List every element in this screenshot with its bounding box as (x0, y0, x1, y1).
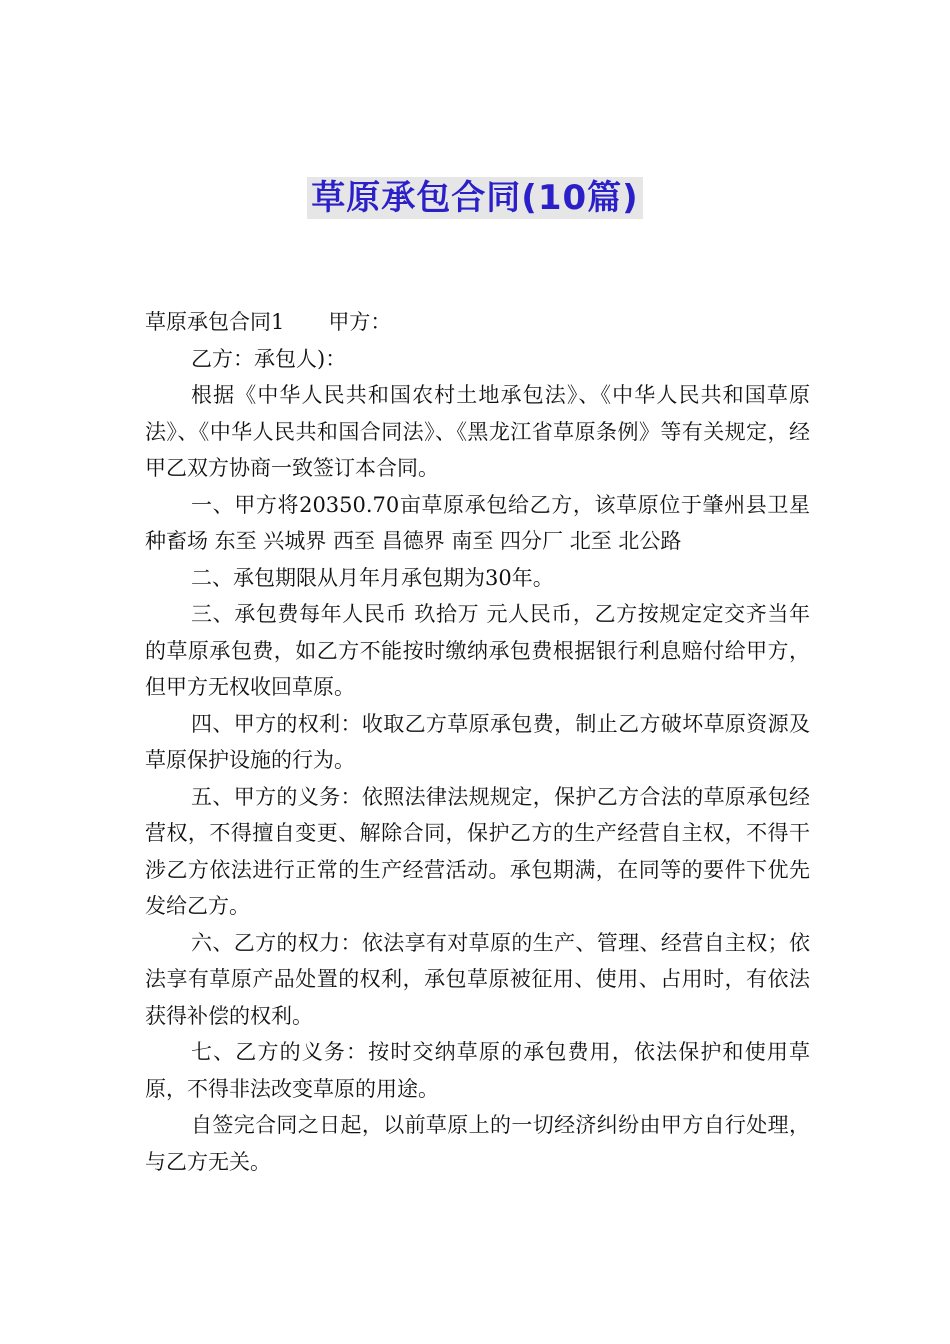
party-a-label: 甲方： (328, 310, 392, 334)
paragraph-clause-4: 四、甲方的权利：收取乙方草原承包费，制止乙方破坏草原资源及草原保护设施的行为。 (145, 711, 810, 772)
paragraph-clause-5: 五、甲方的义务：依照法律法规规定，保护乙方合法的草原承包经营权，不得擅自变更、解除合同，保护乙方的生产经营自主权，不得干涉乙方依法进行正常的生产经营活动。承包期满，在同等的要件下优先发给乙方。 (145, 784, 810, 918)
document-body (145, 304, 810, 1180)
paragraph-closing: 自签完合同之日起，以前草原上的一切经济纠纷由甲方自行处理，与乙方无关。 (145, 1113, 810, 1174)
paragraph-clause-3: 三、承包费每年人民币 玖拾万 元人民币，乙方按规定定交齐当年的草原承包费，如乙方不能按时缴纳承包费根据银行利息赔付给甲方，但甲方无权收回草原。 (145, 602, 810, 699)
contract-heading: 草原承包合同1 (145, 310, 285, 334)
contract-heading-line (145, 304, 810, 341)
paragraph-clause-2: 二、承包期限从月年月承包期为30年。 (191, 565, 554, 590)
paragraph-preamble: 根据《中华人民共和国农村土地承包法》、《中华人民共和国草原法》、《中华人民共和国合同法》、《黑龙江省草原条例》等有关规定，经甲乙双方协商一致签订本合同。 (145, 383, 810, 480)
paragraph-party-b: 乙方：承包人)： (191, 346, 347, 371)
paragraph-clause-6: 六、乙方的权力：依法享有对草原的生产、管理、经营自主权；依法享有草原产品处置的权利，承包草原被征用、使用、占用时，有依法获得补偿的权利。 (145, 930, 810, 1028)
paragraph-clause-1: 一、甲方将20350.70亩草原承包给乙方，该草原位于肇州县卫星种畜场 东至 兴城界 西至 昌德界 南至 四分厂 北至 北公路 (145, 492, 810, 553)
paragraph-clause-7: 七、乙方的义务：按时交纳草原的承包费用，依法保护和使用草原，不得非法改变草原的用途。 (145, 1040, 810, 1101)
document-title: 草原承包合同(10篇) (307, 177, 642, 219)
title-container (0, 177, 950, 219)
